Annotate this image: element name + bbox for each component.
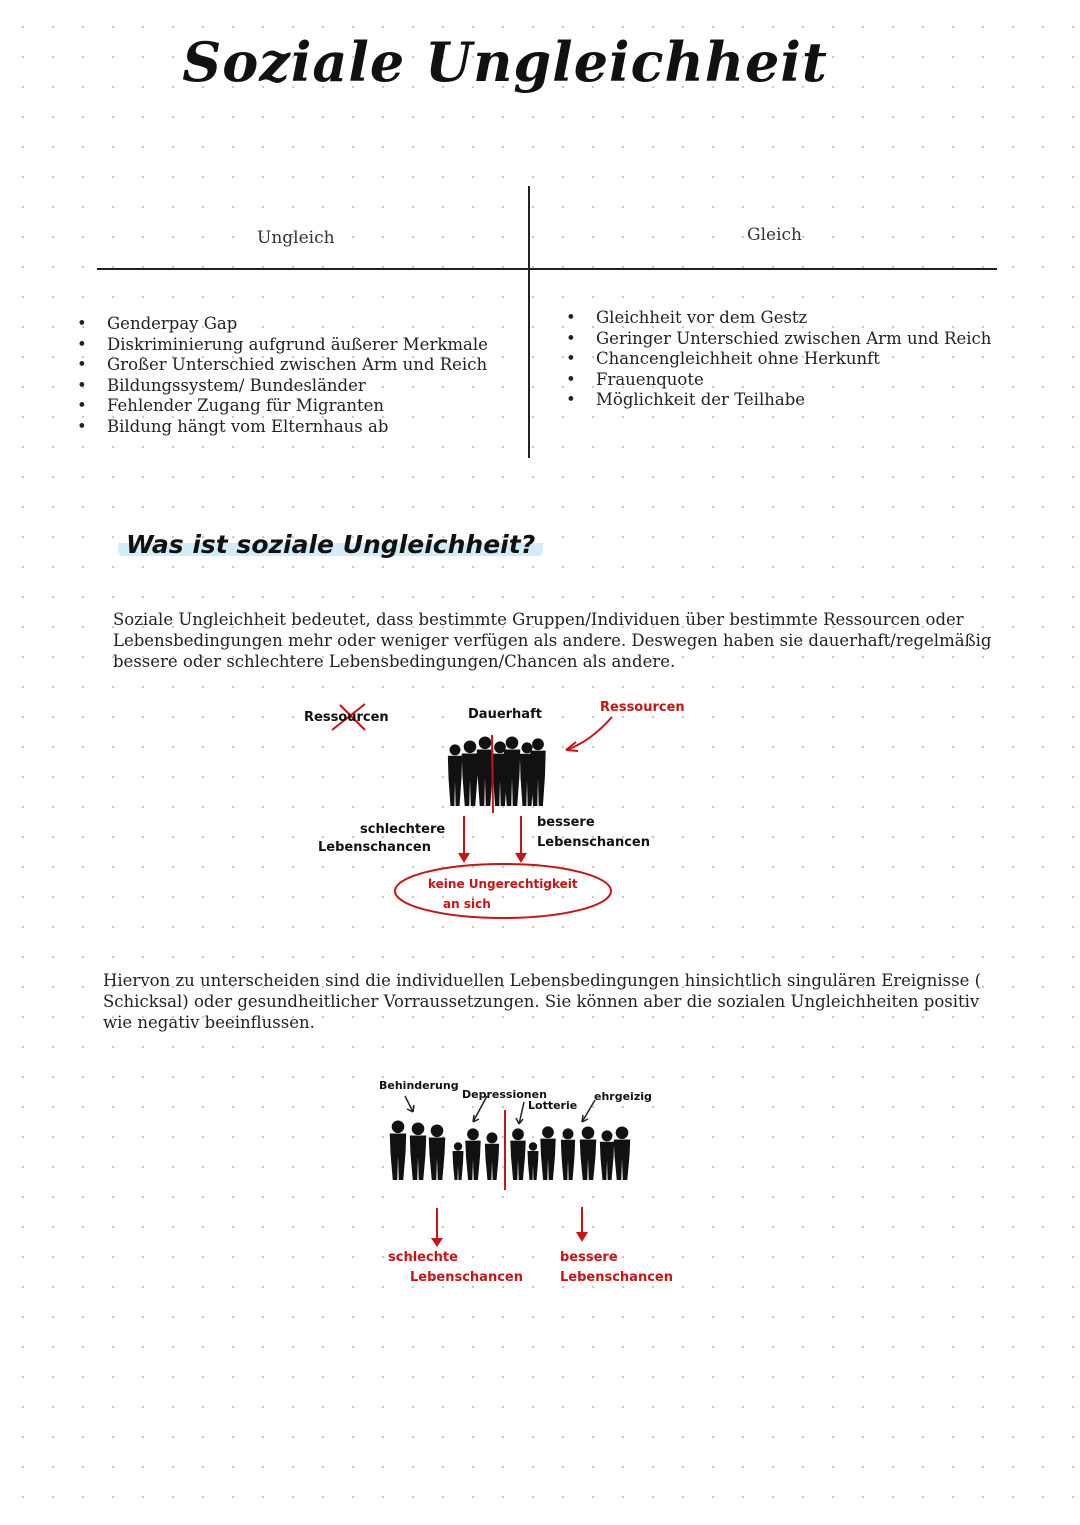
list-item: • Diskriminierung aufgrund äußerer Merkmale (77, 335, 488, 356)
second-paragraph: Hiervon zu unterscheiden sind die individuellen Lebensbedingungen hinsichtlich singulären Ereignisse ( Schicksal) oder gesundheitlicher Vorraussetzungen. Sie können aber die sozialen Ungleichheiten positiv wie negativ beeinflussen. (103, 971, 982, 1032)
list-item: • Großer Unterschied zwischen Arm und Reich (77, 355, 488, 376)
column-header-ungleich: Ungleich (257, 228, 335, 248)
gleich-list (566, 308, 991, 411)
conclusion-oval (395, 864, 611, 918)
label-lotterie: Lotterie (528, 1099, 578, 1112)
arrow-head-icon (458, 853, 470, 863)
people-silhouette-icon (448, 736, 546, 806)
oval-text-2: an sich (443, 897, 491, 911)
list-item: • Geringer Unterschied zwischen Arm und Reich (566, 329, 991, 350)
section-heading: Was ist soziale Ungleichheit? (118, 530, 543, 559)
right-label-1: bessere (537, 815, 595, 830)
divider-line (492, 735, 493, 813)
definition-paragraph: Soziale Ungleichheit bedeutet, dass bestimmte Gruppen/Individuen über bestimmte Ressourcen oder Lebensbedingungen mehr oder weniger verfügen als andere. Deswegen haben sie dauerhaft/regelmäßig bessere oder schlechtere Lebensbedingungen/Chancen als andere. (113, 610, 992, 671)
diagram-resources-graphics (290, 690, 710, 930)
ressourcen-label: Ressourcen (600, 700, 685, 715)
left-label-2: Lebenschancen (318, 840, 431, 855)
list-item: • Gleichheit vor dem Gestz (566, 308, 991, 329)
column-header-gleich: Gleich (747, 225, 802, 245)
left-label-1: schlechtere (360, 822, 446, 837)
left-label-1: schlechte (388, 1250, 458, 1265)
list-item: • Genderpay Gap (77, 314, 488, 335)
list-item: • Chancengleichheit ohne Herkunft (566, 349, 991, 370)
family-silhouette-icon (390, 1120, 631, 1180)
arrow-head-icon (576, 1232, 588, 1242)
list-item: • Frauenquote (566, 370, 991, 391)
dauerhaft-label: Dauerhaft (468, 707, 542, 722)
table-divider-vertical (528, 186, 530, 458)
page-title: Soziale Ungleichheit (182, 30, 828, 94)
list-item: • Bildung hängt vom Elternhaus ab (77, 417, 488, 438)
arrow-icon (405, 1096, 414, 1112)
list-item: • Bildungssystem/ Bundesländer (77, 376, 488, 397)
left-label-2: Lebenschancen (410, 1270, 523, 1285)
arrow-head-icon (431, 1238, 443, 1247)
list-item: • Möglichkeit der Teilhabe (566, 390, 991, 411)
right-label-2: Lebenschancen (537, 835, 650, 850)
oval-text-1: keine Ungerechtigkeit (428, 877, 578, 891)
label-behinderung: Behinderung (379, 1079, 459, 1092)
arrow-head-icon (515, 853, 527, 863)
arrow-icon (516, 1102, 524, 1124)
right-label-2: Lebenschancen (560, 1270, 673, 1285)
diagram-individual (370, 1070, 690, 1290)
label-ehrgeizig: ehrgeizig (594, 1090, 652, 1103)
label-depressionen: Depressionen (462, 1088, 547, 1101)
ungleich-list (77, 314, 488, 438)
crossed-label: Ressourcen (304, 710, 389, 725)
right-label-1: bessere (560, 1250, 618, 1265)
table-divider-horizontal (97, 268, 997, 270)
arrow-icon (582, 1100, 595, 1122)
list-item: • Fehlender Zugang für Migranten (77, 396, 488, 417)
diagram-resources (290, 690, 710, 930)
